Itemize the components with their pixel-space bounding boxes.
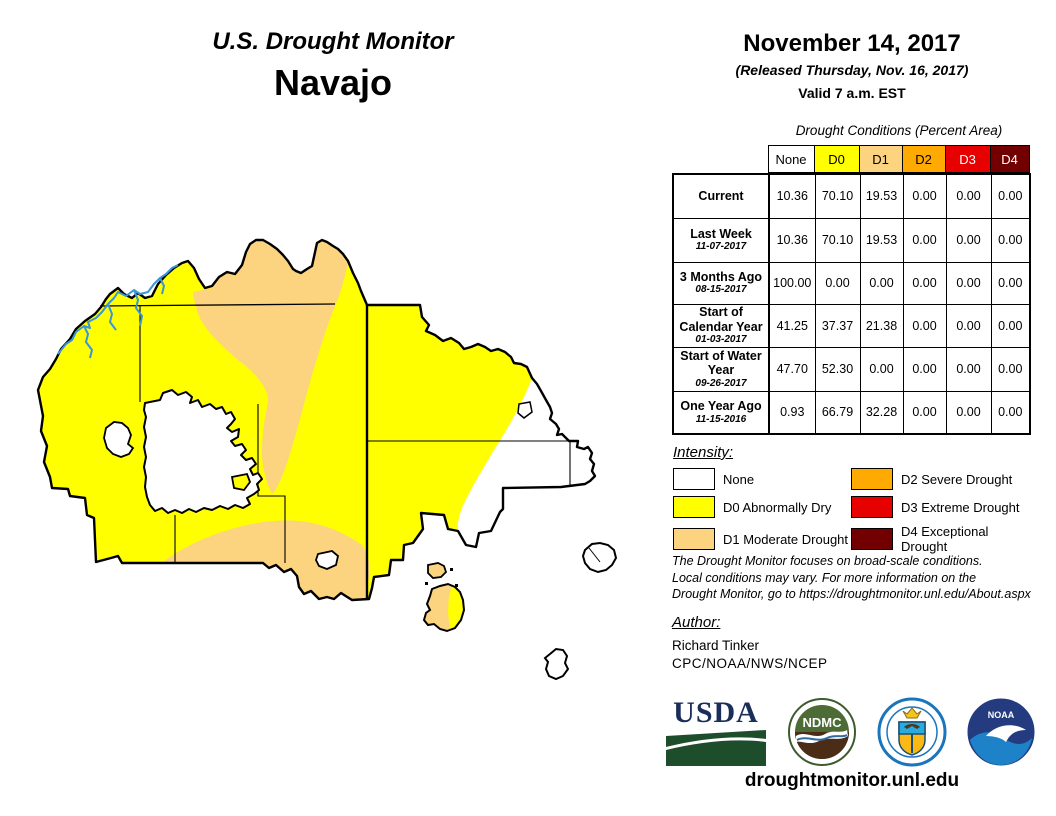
cell-value: 0.00 bbox=[991, 174, 1030, 218]
row-date: 09-26-2017 bbox=[695, 377, 747, 389]
legend-swatch-d3 bbox=[851, 496, 893, 518]
cell-value: 0.00 bbox=[815, 262, 860, 304]
valid-time: Valid 7 a.m. EST bbox=[798, 85, 906, 101]
usda-logo bbox=[664, 696, 768, 768]
cell-value: 0.93 bbox=[769, 391, 815, 434]
cell-value: 0.00 bbox=[903, 391, 946, 434]
table-row bbox=[673, 218, 1030, 262]
col-header-d3: D3 bbox=[945, 146, 990, 173]
area-name-title: Navajo bbox=[273, 62, 393, 103]
cell-value: 0.00 bbox=[903, 347, 946, 391]
legend-item-d3 bbox=[851, 496, 1029, 518]
noaa-logo bbox=[966, 696, 1036, 768]
cell-value: 0.00 bbox=[903, 174, 946, 218]
cell-value: 70.10 bbox=[815, 218, 860, 262]
table-row bbox=[673, 262, 1030, 304]
cell-value: 41.25 bbox=[769, 304, 815, 347]
legend-label: D1 Moderate Drought bbox=[723, 531, 849, 547]
disclaimer-line: Drought Monitor, go to https://droughtmonitor.unl.edu/About.aspx bbox=[672, 587, 1031, 601]
table-body bbox=[672, 173, 1031, 435]
disclaimer-line: Local conditions may vary. For more information on the bbox=[672, 570, 977, 585]
satellite-east-none bbox=[583, 543, 616, 572]
cell-value: 66.79 bbox=[815, 391, 860, 434]
legend-label: D2 Severe Drought bbox=[901, 471, 1013, 487]
cell-value: 47.70 bbox=[769, 347, 815, 391]
cell-value: 0.00 bbox=[946, 262, 991, 304]
map-date: November 14, 2017 bbox=[743, 30, 961, 57]
row-date: 11-15-2016 bbox=[695, 413, 747, 425]
intensity-legend bbox=[673, 468, 1039, 560]
row-label: 3 Months Ago bbox=[679, 270, 763, 285]
cell-value: 0.00 bbox=[991, 262, 1030, 304]
cell-value: 21.38 bbox=[860, 304, 903, 347]
cell-value: 19.53 bbox=[860, 218, 903, 262]
cell-value: 0.00 bbox=[903, 218, 946, 262]
legend-swatch-d4 bbox=[851, 528, 893, 550]
usda-field-icon bbox=[664, 696, 768, 768]
col-header-none: None bbox=[768, 146, 814, 173]
legend-item-d1 bbox=[673, 524, 851, 554]
cell-value: 70.10 bbox=[815, 174, 860, 218]
cell-value: 0.00 bbox=[946, 174, 991, 218]
usda-logo-text: USDA bbox=[673, 696, 759, 729]
legend-swatch-d0 bbox=[673, 496, 715, 518]
none-hole-south bbox=[316, 551, 338, 569]
cell-value: 0.00 bbox=[946, 347, 991, 391]
legend-label: D4 Exceptional Drought bbox=[901, 524, 989, 554]
ndmc-logo bbox=[787, 696, 857, 768]
logo-row bbox=[664, 694, 1036, 770]
col-header-d4: D4 bbox=[990, 146, 1029, 173]
author-org: CPC/NOAA/NWS/NCEP bbox=[672, 656, 828, 671]
table-caption: Drought Conditions (Percent Area) bbox=[795, 123, 1003, 138]
satellite-southeast-none bbox=[545, 649, 568, 679]
disclaimer-text bbox=[672, 553, 1052, 603]
row-label: Last Week bbox=[690, 227, 752, 242]
legend-swatch-d1 bbox=[673, 528, 715, 550]
legend-swatch-none bbox=[673, 468, 715, 490]
drought-table-grid bbox=[672, 145, 1030, 173]
cell-value: 0.00 bbox=[946, 391, 991, 434]
ndmc-logo-text: NDMC bbox=[802, 715, 842, 730]
author-name: Richard Tinker bbox=[672, 638, 760, 653]
footer-url: droughtmonitor.unl.edu bbox=[744, 770, 960, 791]
row-date: 08-15-2017 bbox=[695, 284, 747, 296]
legend-swatch-d2 bbox=[851, 468, 893, 490]
legend-item-d0 bbox=[673, 496, 851, 518]
row-label: Start of Calendar Year bbox=[679, 305, 763, 334]
legend-item-d2 bbox=[851, 468, 1029, 490]
commerce-seal-logo bbox=[877, 696, 947, 768]
legend-label: D3 Extreme Drought bbox=[901, 499, 1020, 515]
cell-value: 0.00 bbox=[991, 218, 1030, 262]
table-header-row bbox=[672, 146, 1029, 173]
cell-value: 0.00 bbox=[903, 262, 946, 304]
row-date: 01-03-2017 bbox=[695, 334, 747, 346]
cell-value: 0.00 bbox=[991, 304, 1030, 347]
col-header-d2: D2 bbox=[902, 146, 945, 173]
legend-item-none bbox=[673, 468, 851, 490]
cell-value: 0.00 bbox=[991, 391, 1030, 434]
drought-map bbox=[0, 232, 660, 702]
cell-value: 0.00 bbox=[991, 347, 1030, 391]
col-header-d1: D1 bbox=[859, 146, 902, 173]
table-row bbox=[673, 304, 1030, 347]
col-header-d0: D0 bbox=[814, 146, 859, 173]
disclaimer-line: The Drought Monitor focuses on broad-scale conditions. bbox=[672, 554, 983, 568]
release-date: (Released Thursday, Nov. 16, 2017) bbox=[735, 62, 969, 78]
row-date: 11-07-2017 bbox=[695, 241, 747, 253]
cell-value: 0.00 bbox=[860, 347, 903, 391]
cell-value: 10.36 bbox=[769, 218, 815, 262]
row-label: Start of Water Year bbox=[680, 348, 762, 378]
cell-value: 19.53 bbox=[860, 174, 903, 218]
drought-table bbox=[672, 145, 1031, 435]
cell-value: 10.36 bbox=[769, 174, 815, 218]
header-spacer bbox=[672, 146, 768, 173]
table-row bbox=[673, 347, 1030, 391]
cell-value: 100.00 bbox=[769, 262, 815, 304]
legend-item-d4 bbox=[851, 524, 1029, 554]
author-heading: Author: bbox=[672, 614, 721, 631]
monitor-title: U.S. Drought Monitor bbox=[212, 28, 454, 55]
cell-value: 0.00 bbox=[860, 262, 903, 304]
noaa-logo-text: NOAA bbox=[987, 710, 1015, 720]
cell-value: 52.30 bbox=[815, 347, 860, 391]
satellite-ramah bbox=[424, 563, 464, 631]
cell-value: 37.37 bbox=[815, 304, 860, 347]
legend-label: None bbox=[723, 471, 755, 487]
cell-value: 0.00 bbox=[946, 218, 991, 262]
row-label: One Year Ago bbox=[680, 399, 762, 414]
row-label: Current bbox=[698, 189, 744, 204]
table-row bbox=[673, 174, 1030, 218]
cell-value: 0.00 bbox=[903, 304, 946, 347]
cell-value: 32.28 bbox=[860, 391, 903, 434]
legend-title: Intensity: bbox=[673, 444, 734, 461]
table-row bbox=[673, 391, 1030, 434]
legend-label: D0 Abnormally Dry bbox=[723, 499, 832, 515]
cell-value: 0.00 bbox=[946, 304, 991, 347]
